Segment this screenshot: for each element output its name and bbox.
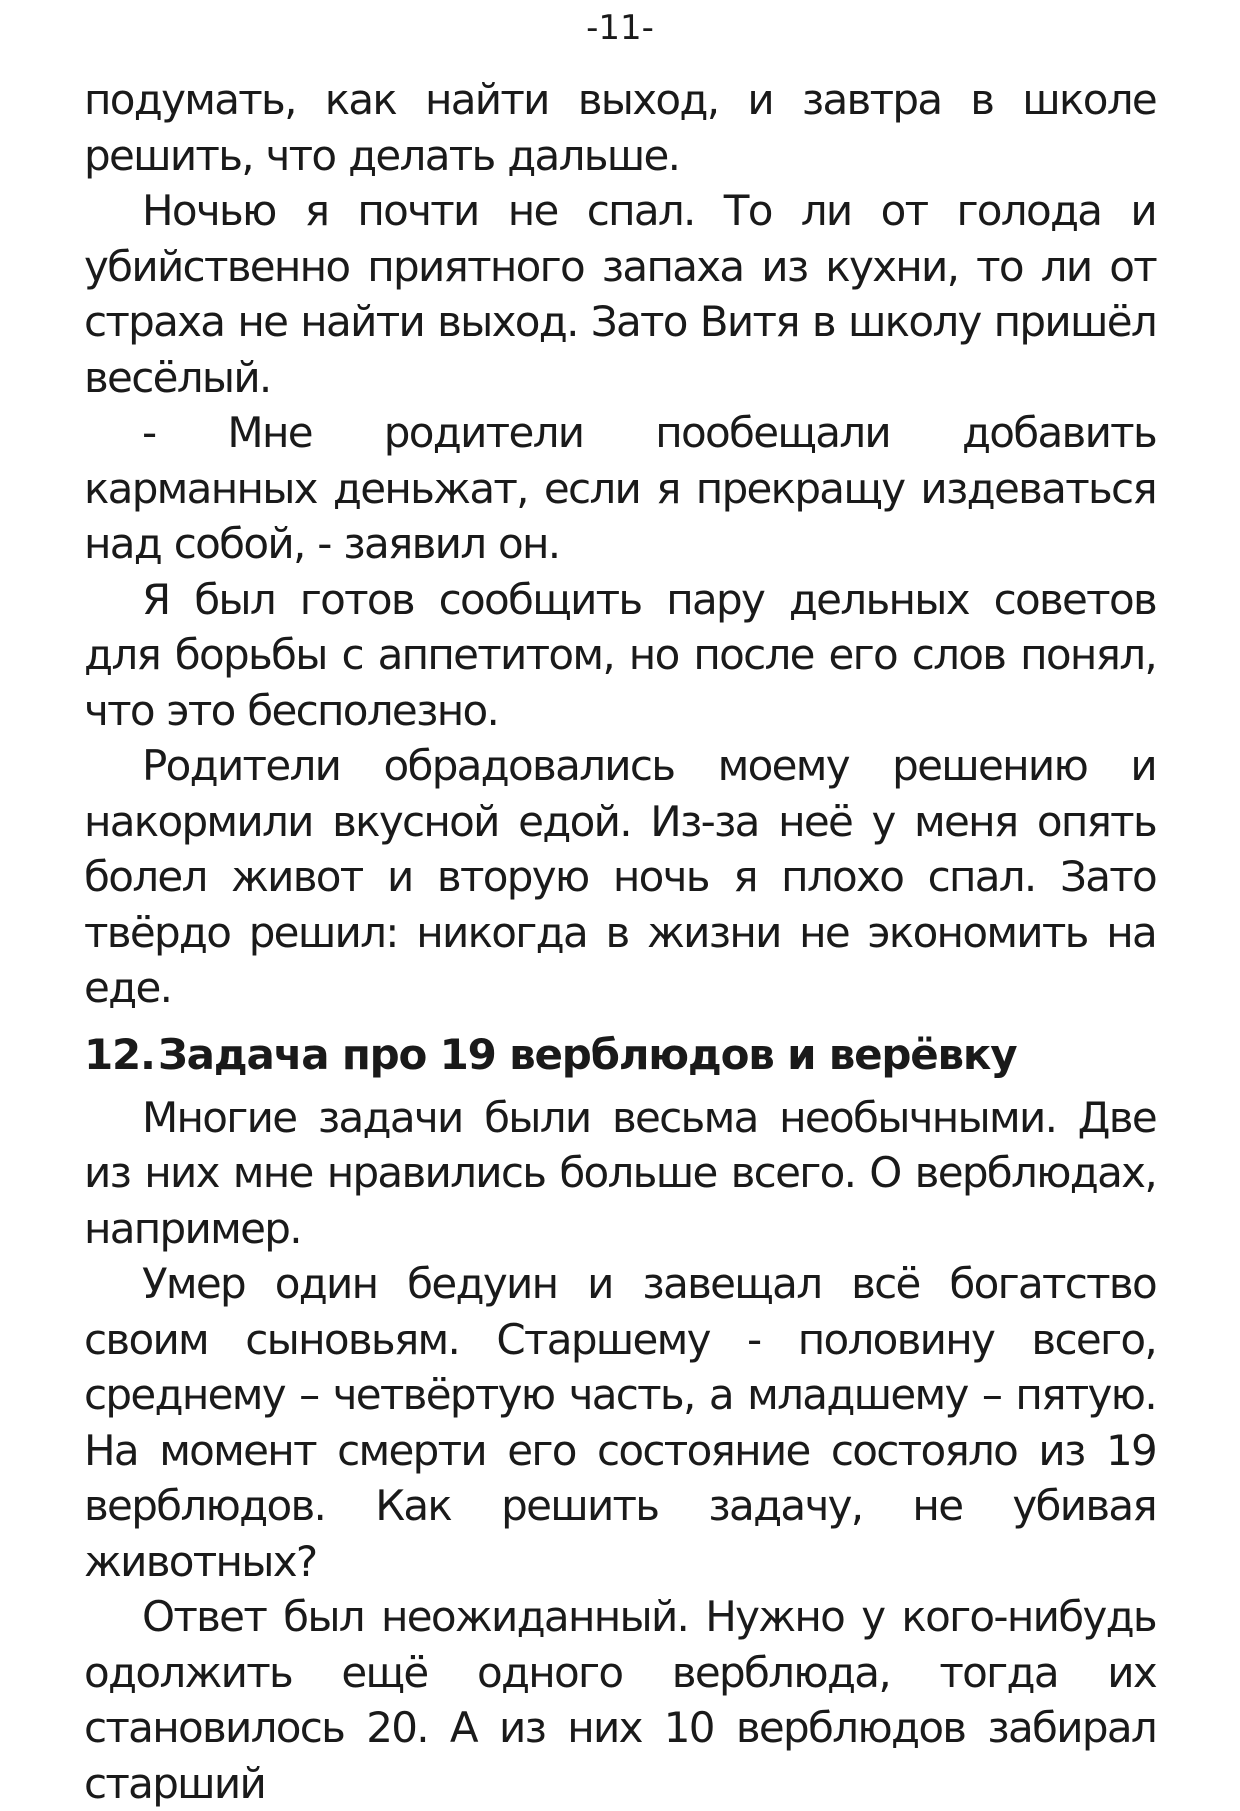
document-body xyxy=(84,72,1156,1811)
page-number: -11- xyxy=(586,8,654,48)
paragraph: Умер один бедуин и завещал всё богатство своим сыновьям. Старшему - половину всего, среднему – четвёртую часть, а младшему – пятую. На момент смерти его состояние состояло из 19 верблюдов. Как решить задачу, не убивая животных? xyxy=(84,1259,1156,1586)
section-title: Задача про 19 верблюдов и верёвку xyxy=(158,1029,1017,1079)
paragraph: Многие задачи были весьма необычными. Две из них мне нравились больше всего. О верблюдах, например. xyxy=(84,1092,1156,1253)
paragraph: Я был готов сообщить пару дельных советов для борьбы с аппетитом, но после его слов понял, что это бесполезно. xyxy=(84,574,1156,735)
paragraph: - Мне родители пообещали добавить карманных деньжат, если я прекращу издеваться над собой, - заявил он. xyxy=(84,408,1156,568)
paragraph: Ночью я почти не спал. То ли от голода и убийственно приятного запаха из кухни, то ли от страха не найти выход. Зато Витя в школу пришёл весёлый. xyxy=(84,186,1156,402)
section-number: 12. xyxy=(84,1029,155,1079)
paragraph: Родители обрадовались моему решению и накормили вкусной едой. Из-за неё у меня опять болел живот и вторую ночь я плохо спал. Зато твёрдо решил: никогда в жизни не экономить на еде. xyxy=(84,741,1156,1012)
paragraph: подумать, как найти выход, и завтра в школе решить, что делать дальше. xyxy=(84,75,1156,180)
paragraph: Ответ был неожиданный. Нужно у кого-нибудь одолжить ещё одного верблюда, тогда их становилось 20. А из них 10 верблюдов забирал старший xyxy=(84,1592,1156,1808)
section-heading xyxy=(84,1026,1156,1084)
